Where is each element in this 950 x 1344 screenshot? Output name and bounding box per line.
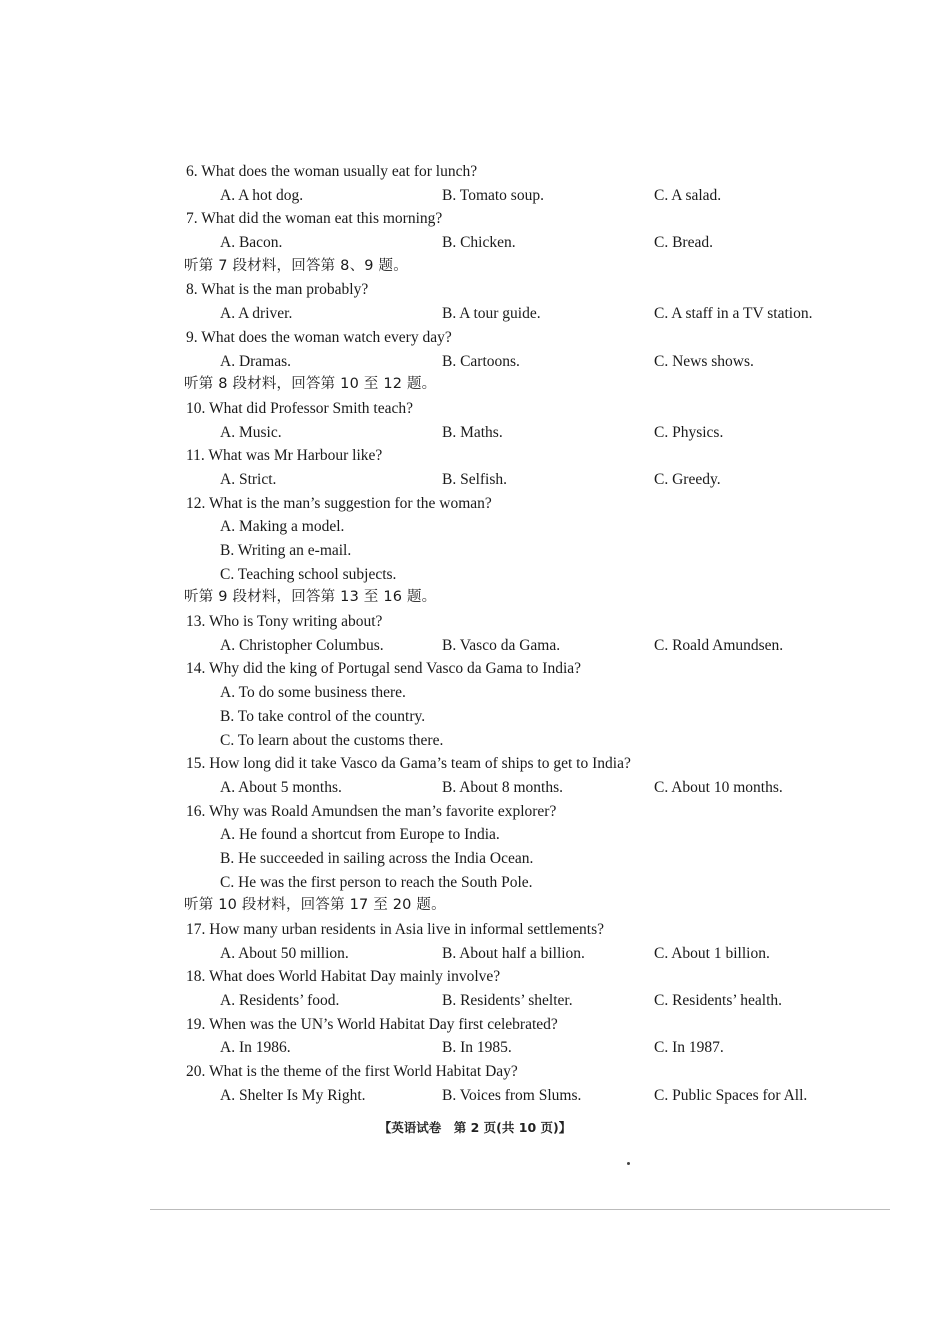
question-stem: 17. How many urban residents in Asia live in informal settlements? — [186, 921, 604, 938]
answer-option: A. Making a model. — [220, 518, 345, 536]
answer-option-a: A. Strict. — [220, 470, 277, 488]
answer-options-row — [184, 302, 884, 326]
answer-option-a: A. A driver. — [220, 305, 293, 323]
scan-speck — [627, 1162, 630, 1165]
answer-option-c: C. A staff in a TV station. — [654, 305, 813, 323]
answer-option-a: A. About 50 million. — [220, 944, 349, 962]
question-stem: 8. What is the man probably? — [186, 281, 369, 299]
answer-option: A. He found a shortcut from Europe to India. — [220, 826, 500, 844]
section-instruction: 听第 9 段材料，回答第 13 至 16 题。 — [184, 589, 437, 606]
answer-option: B. He succeeded in sailing across the India Ocean. — [220, 849, 534, 867]
section-instruction: 听第 10 段材料，回答第 17 至 20 题。 — [184, 897, 446, 914]
answer-option-c: C. A salad. — [654, 186, 722, 204]
answer-option-a: A. Music. — [220, 423, 282, 441]
answer-option: C. To learn about the customs there. — [220, 731, 444, 749]
section-instruction: 听第 8 段材料，回答第 10 至 12 题。 — [184, 376, 437, 393]
answer-option-b: B. Tomato soup. — [442, 186, 544, 204]
answer-option-b: B. Selfish. — [442, 470, 508, 488]
answer-option-b: B. Cartoons. — [442, 352, 520, 370]
answer-option-c: C. Greedy. — [654, 470, 721, 488]
answer-option-c: C. Public Spaces for All. — [654, 1086, 808, 1104]
answer-option-c: C. Physics. — [654, 423, 724, 441]
question-stem: 10. What did Professor Smith teach? — [186, 399, 414, 417]
answer-option-c: C. Residents’ health. — [654, 992, 782, 1010]
answer-option-a: A. Residents’ food. — [220, 992, 340, 1010]
answer-option-c: C. In 1987. — [654, 1039, 724, 1057]
question-stem: 19. When was the UN’s World Habitat Day first celebrated? — [186, 1015, 558, 1033]
answer-option-b: B. Maths. — [442, 423, 503, 441]
bottom-rule — [150, 1209, 890, 1210]
answer-option-c: C. About 1 billion. — [654, 944, 770, 962]
answer-options-row — [184, 231, 884, 255]
question-stem: 12. What is the man’s suggestion for the woman? — [186, 494, 492, 512]
question-stem: 18. What does World Habitat Day mainly involve? — [186, 968, 501, 986]
answer-option-a: A. About 5 months. — [220, 778, 342, 796]
answer-option: B. Writing an e-mail. — [220, 542, 352, 559]
answer-option-b: B. About half a billion. — [442, 944, 585, 962]
question-stem: 9. What does the woman watch every day? — [186, 328, 452, 346]
answer-option: C. Teaching school subjects. — [220, 565, 397, 583]
answer-option-c: C. Bread. — [654, 234, 713, 252]
question-stem: 13. Who is Tony writing about? — [186, 613, 383, 631]
question-stem: 16. Why was Roald Amundsen the man’s favorite explorer? — [186, 802, 557, 820]
answer-option-b: B. Chicken. — [442, 234, 516, 252]
answer-options-row — [184, 942, 884, 966]
page-footer: 【英语试卷 第 2 页(共 10 页)】 — [378, 1120, 572, 1135]
question-stem: 7. What did the woman eat this morning? — [186, 210, 443, 228]
answer-option-a: A. Bacon. — [220, 234, 283, 252]
answer-options-row — [184, 1084, 884, 1108]
answer-option-b: B. Vasco da Gama. — [442, 636, 561, 654]
section-instruction: 听第 7 段材料，回答第 8、9 题。 — [184, 257, 408, 274]
question-stem: 6. What does the woman usually eat for lunch? — [186, 163, 478, 180]
answer-options-row — [184, 989, 884, 1013]
answer-option-a: A. Dramas. — [220, 352, 292, 370]
answer-options-row — [184, 350, 884, 374]
answer-options-row — [184, 421, 884, 445]
answer-option-a: A. A hot dog. — [220, 186, 304, 204]
answer-option-c: C. News shows. — [654, 352, 754, 370]
answer-option-a: A. Christopher Columbus. — [220, 636, 384, 654]
answer-options-row — [184, 634, 884, 658]
question-stem: 14. Why did the king of Portugal send Vasco da Gama to India? — [186, 660, 582, 678]
answer-option: A. To do some business there. — [220, 684, 406, 702]
answer-option: B. To take control of the country. — [220, 707, 426, 725]
answer-option: C. He was the first person to reach the South Pole. — [220, 873, 533, 891]
question-list — [184, 160, 884, 1108]
answer-option-c: C. About 10 months. — [654, 778, 783, 796]
answer-option-a: A. In 1986. — [220, 1039, 291, 1057]
answer-option-c: C. Roald Amundsen. — [654, 636, 784, 654]
answer-options-row — [184, 468, 884, 492]
question-stem: 11. What was Mr Harbour like? — [186, 447, 383, 465]
answer-options-row — [184, 1036, 884, 1060]
question-stem: 15. How long did it take Vasco da Gama’s team of ships to get to India? — [186, 755, 631, 773]
answer-options-row — [184, 184, 884, 208]
question-stem: 20. What is the theme of the first World Habitat Day? — [186, 1063, 518, 1081]
answer-option-b: B. Residents’ shelter. — [442, 992, 573, 1010]
answer-option-b: B. About 8 months. — [442, 778, 564, 796]
answer-options-row — [184, 776, 884, 800]
answer-option-b: B. In 1985. — [442, 1039, 512, 1057]
answer-option-a: A. Shelter Is My Right. — [220, 1086, 366, 1104]
answer-option-b: B. Voices from Slums. — [442, 1086, 582, 1104]
answer-option-b: B. A tour guide. — [442, 305, 541, 323]
